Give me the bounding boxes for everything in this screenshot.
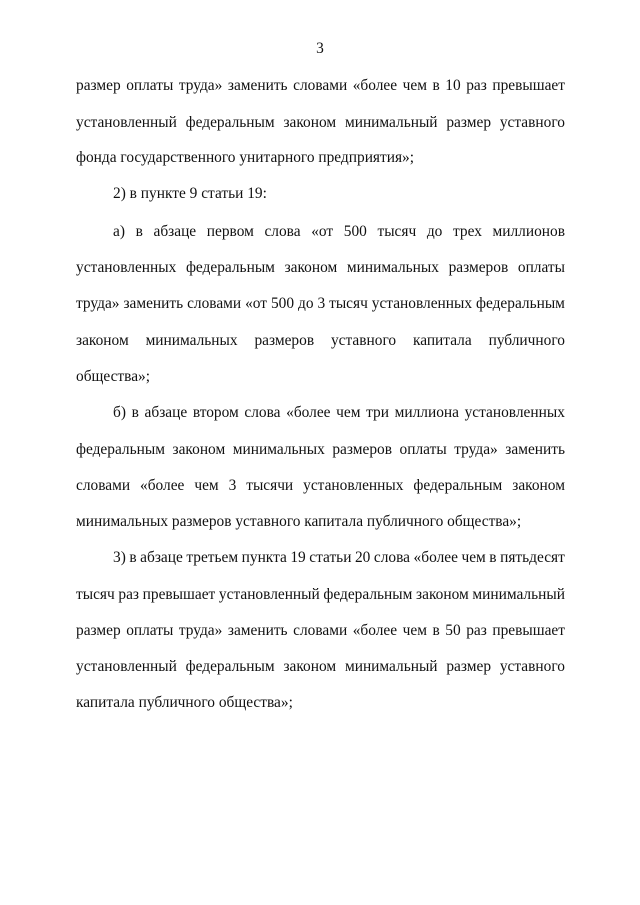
- word: третьем: [186, 549, 239, 566]
- word: тысячи: [246, 477, 294, 494]
- word: минимальных: [346, 259, 439, 276]
- word: а): [113, 223, 125, 240]
- text-line: [76, 113, 565, 133]
- word: миллиона: [394, 404, 459, 421]
- word: в: [135, 223, 143, 240]
- word: тысяч: [329, 295, 368, 312]
- text-line: [76, 476, 565, 496]
- word: втором: [192, 404, 239, 421]
- text-line: [76, 148, 565, 168]
- word: 19:: [247, 185, 267, 202]
- word: федеральным: [475, 295, 565, 312]
- text-line: [76, 258, 565, 278]
- word: законом: [416, 586, 469, 603]
- word: заменить: [123, 295, 184, 312]
- word: федеральным: [185, 259, 275, 276]
- word: капитала: [304, 513, 367, 530]
- word: чем: [402, 622, 427, 639]
- word: чем: [336, 404, 361, 421]
- word: установленный: [76, 658, 177, 675]
- word: статьи: [201, 185, 248, 202]
- word: раз: [118, 586, 139, 603]
- word: фонда: [76, 149, 121, 166]
- word: до: [426, 223, 443, 240]
- text-line: [76, 585, 565, 605]
- word: унитарного: [239, 149, 319, 166]
- word: предприятия»;: [318, 149, 415, 166]
- word: 500: [343, 223, 367, 240]
- word: в: [131, 404, 139, 421]
- word: капитала: [76, 694, 139, 711]
- word: установленный: [218, 586, 320, 603]
- word: чем: [461, 549, 486, 566]
- word: федеральным: [185, 114, 275, 131]
- word: уставного: [235, 513, 305, 530]
- text-line: [76, 367, 565, 387]
- word: законом: [283, 658, 337, 675]
- word: превышает: [492, 622, 565, 639]
- word: труда»: [178, 622, 223, 639]
- word: размер: [76, 622, 121, 639]
- word: абзаце: [140, 549, 183, 566]
- word: до: [297, 295, 314, 312]
- word: чем: [194, 477, 219, 494]
- word: раз: [466, 77, 487, 94]
- word: общества»;: [76, 368, 151, 385]
- word: статьи: [309, 549, 352, 566]
- word: трех: [452, 223, 482, 240]
- word: превышает: [492, 77, 565, 94]
- word: установленных: [76, 259, 177, 276]
- text-line: [76, 512, 565, 532]
- word: пункта: [241, 549, 287, 566]
- word: 3: [228, 477, 237, 494]
- word: 500: [270, 295, 295, 312]
- word: 9: [189, 185, 202, 202]
- word: первом: [206, 223, 254, 240]
- word: труда»: [178, 77, 223, 94]
- text-line: [76, 693, 565, 713]
- word: абзаце: [153, 223, 197, 240]
- word: законом: [76, 332, 129, 349]
- word: б): [113, 404, 126, 421]
- word: превышает: [142, 586, 216, 603]
- word: оплаты: [517, 259, 565, 276]
- text-line: [113, 222, 565, 242]
- word: труда»: [76, 295, 120, 312]
- word: публичного: [366, 513, 448, 530]
- word: размеров: [448, 259, 509, 276]
- word: федеральным: [323, 586, 413, 603]
- word: 50: [445, 622, 461, 639]
- word: 2): [113, 185, 130, 202]
- text-line: [113, 548, 565, 568]
- word: чем: [402, 77, 427, 94]
- word: установленных: [371, 295, 473, 312]
- word: словами: [76, 477, 131, 494]
- word: законом: [512, 477, 565, 494]
- word: государственного: [120, 149, 240, 166]
- word: общества»;: [218, 694, 293, 711]
- text-line: [76, 76, 565, 96]
- text-line: [76, 440, 565, 460]
- word: 19: [290, 549, 306, 566]
- word: три: [366, 404, 389, 421]
- word: в: [432, 77, 440, 94]
- word: словами: [293, 622, 348, 639]
- word: минимальных: [76, 513, 172, 530]
- word: «от: [311, 223, 334, 240]
- text-line: [76, 621, 565, 641]
- word: оплаты: [126, 622, 174, 639]
- word: установленных: [464, 404, 565, 421]
- word: 10: [445, 77, 461, 94]
- word: пункте: [140, 185, 190, 202]
- word: федеральным: [413, 477, 503, 494]
- word: заменить: [227, 77, 288, 94]
- word: оплаты: [399, 441, 447, 458]
- word: в: [129, 185, 141, 202]
- word: словами: [187, 295, 242, 312]
- word: размер: [446, 114, 492, 131]
- word: минимальных: [145, 332, 238, 349]
- word: в: [432, 622, 440, 639]
- word: тысяч: [76, 586, 115, 603]
- word: минимальный: [472, 586, 565, 603]
- word: минимальный: [344, 658, 438, 675]
- word: законом: [172, 441, 226, 458]
- word: тысяч: [377, 223, 417, 240]
- word: «более: [286, 404, 331, 421]
- word: уставного: [499, 658, 565, 675]
- word: слова: [244, 404, 281, 421]
- word: уставного: [499, 114, 565, 131]
- word: федеральным: [185, 658, 275, 675]
- word: уставного: [330, 332, 397, 349]
- word: 3): [113, 549, 126, 566]
- word: заменить: [505, 441, 565, 458]
- word: законом: [284, 259, 338, 276]
- word: размеров: [171, 513, 236, 530]
- word: публичного: [138, 694, 219, 711]
- word: в: [489, 549, 497, 566]
- word: размер: [76, 77, 121, 94]
- word: миллионов: [492, 223, 565, 240]
- word: минимальный: [344, 114, 438, 131]
- word: оплаты: [126, 77, 174, 94]
- word: «более: [352, 622, 398, 639]
- word: пятьдесят: [500, 549, 565, 566]
- word: слова: [373, 549, 411, 566]
- word: размеров: [254, 332, 315, 349]
- text-line: [76, 657, 565, 677]
- text-line: [76, 294, 565, 314]
- text-line: [76, 331, 565, 351]
- word: абзаце: [144, 404, 188, 421]
- word: публичного: [488, 332, 565, 349]
- word: «более: [413, 549, 458, 566]
- word: размеров: [332, 441, 392, 458]
- word: минимальных: [232, 441, 325, 458]
- word: словами: [293, 77, 348, 94]
- word: установленных: [303, 477, 404, 494]
- word: федеральным: [76, 441, 165, 458]
- list-item-heading: [113, 184, 565, 204]
- word: 20: [354, 549, 371, 566]
- word: труда»: [454, 441, 498, 458]
- word: «от: [245, 295, 268, 312]
- word: «более: [140, 477, 185, 494]
- text-line: [113, 403, 565, 423]
- word: общества»;: [447, 513, 522, 530]
- word: 3: [317, 295, 326, 312]
- page-number: 3: [316, 40, 324, 57]
- word: слова: [264, 223, 301, 240]
- word: в: [129, 549, 137, 566]
- word: капитала: [412, 332, 472, 349]
- word: «более: [352, 77, 398, 94]
- word: заменить: [227, 622, 288, 639]
- word: законом: [283, 114, 337, 131]
- word: размер: [446, 658, 492, 675]
- word: установленный: [76, 114, 177, 131]
- word: раз: [466, 622, 487, 639]
